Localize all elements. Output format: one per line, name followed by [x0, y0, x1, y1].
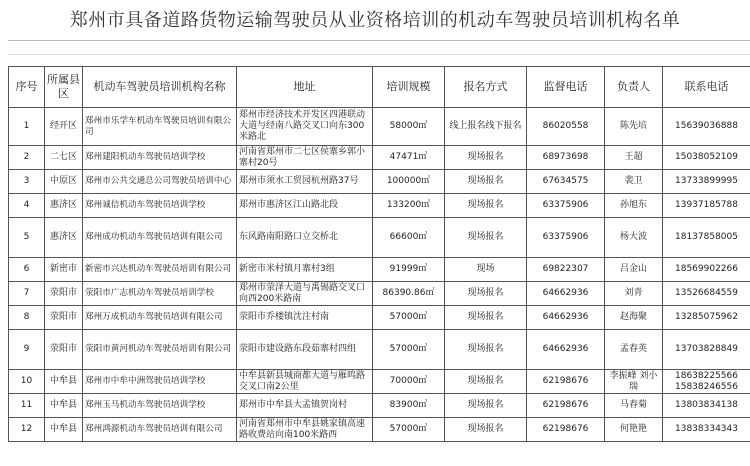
cell-signup: 现场 — [445, 258, 527, 282]
cell-contact: 13285075962 — [663, 306, 750, 330]
cell-district: 中原区 — [45, 170, 83, 194]
cell-signup: 现场报名 — [445, 170, 527, 194]
cell-contact: 13803834138 — [663, 394, 750, 418]
cell-org: 郑州鸿源机动车驾驶员培训有限公司 — [83, 418, 237, 442]
cell-no: 9 — [9, 330, 45, 370]
cell-scale: 58000㎡ — [373, 108, 445, 146]
cell-signup: 线上报名线下报名 — [445, 108, 527, 146]
header-address: 地址 — [237, 67, 373, 108]
cell-person: 何艳艳 — [605, 418, 663, 442]
cell-address: 郑州市须水工贸园杭州路37号 — [237, 170, 373, 194]
cell-address: 郑州市惠济区江山路北段 — [237, 194, 373, 218]
cell-org: 郑州建阳机动车驾驶员培训学校 — [83, 146, 237, 170]
table-row — [9, 370, 750, 394]
cell-district: 中牟县 — [45, 418, 83, 442]
cell-no: 1 — [9, 108, 45, 146]
table-row — [9, 306, 750, 330]
cell-org: 荥阳市黄河机动车驾驶员培训有限公司 — [83, 330, 237, 370]
cell-no: 11 — [9, 394, 45, 418]
table-row — [9, 146, 750, 170]
cell-supervise: 62198676 — [527, 370, 605, 394]
cell-person: 陈先培 — [605, 108, 663, 146]
cell-no: 12 — [9, 418, 45, 442]
cell-signup: 现场报名 — [445, 306, 527, 330]
cell-person: 孟春英 — [605, 330, 663, 370]
cell-supervise: 69822307 — [527, 258, 605, 282]
cell-org: 郑州玉马机动车驾驶员培训学校 — [83, 394, 237, 418]
cell-person: 王超 — [605, 146, 663, 170]
cell-district: 中牟县 — [45, 394, 83, 418]
cell-contact: 13838334343 — [663, 418, 750, 442]
table-body — [9, 108, 750, 442]
cell-no: 4 — [9, 194, 45, 218]
page-title: 郑州市具备道路货物运输驾驶员从业资格培训的机动车驾驶员培训机构名单 — [69, 10, 681, 31]
cell-org: 荥阳市广志机动车驾驶员培训学校 — [83, 282, 237, 306]
cell-scale: 57000㎡ — [373, 418, 445, 442]
cell-supervise: 67634575 — [527, 170, 605, 194]
cell-signup: 现场报名 — [445, 146, 527, 170]
header-row — [9, 67, 750, 108]
cell-person: 孙旭东 — [605, 194, 663, 218]
cell-signup: 现场报名 — [445, 330, 527, 370]
cell-district: 荥阳市 — [45, 330, 83, 370]
cell-person: 杨大波 — [605, 218, 663, 258]
table-row — [9, 282, 750, 306]
cell-person: 裴卫 — [605, 170, 663, 194]
cell-address: 郑州市经济技术开发区四港联动大道与经南八路交叉口向东300米路北 — [237, 108, 373, 146]
cell-person: 吕金山 — [605, 258, 663, 282]
cell-person: 马春菊 — [605, 394, 663, 418]
cell-org: 郑州诚信机动车驾驶员培训学校 — [83, 194, 237, 218]
cell-address: 郑州市荥泽大道与禹锡路交叉口向西200米路南 — [237, 282, 373, 306]
cell-scale: 47471㎡ — [373, 146, 445, 170]
cell-address: 郑州市中牟县大孟镇贺岗村 — [237, 394, 373, 418]
cell-scale: 91999㎡ — [373, 258, 445, 282]
cell-contact: 18638225566 15838246556 — [663, 370, 750, 394]
cell-district: 经开区 — [45, 108, 83, 146]
table-row — [9, 170, 750, 194]
cell-signup: 现场报名 — [445, 418, 527, 442]
cell-signup: 现场报名 — [445, 370, 527, 394]
cell-address: 荥阳市乔楼镇沈注村南 — [237, 306, 373, 330]
cell-contact: 15639036888 — [663, 108, 750, 146]
cell-org: 郑州市乐学车机动车驾驶员培训有限公司 — [83, 108, 237, 146]
cell-supervise: 64662936 — [527, 282, 605, 306]
header-signup: 报名方式 — [445, 67, 527, 108]
table-row — [9, 330, 750, 370]
cell-district: 惠济区 — [45, 194, 83, 218]
cell-district: 荥阳市 — [45, 282, 83, 306]
cell-contact: 13526684559 — [663, 282, 750, 306]
header-district: 所属县区 — [45, 67, 83, 108]
cell-contact: 13733899995 — [663, 170, 750, 194]
cell-supervise: 64662936 — [527, 330, 605, 370]
cell-district: 中牟县 — [45, 370, 83, 394]
table-row — [9, 258, 750, 282]
cell-address: 新密市米村镇月寨村3组 — [237, 258, 373, 282]
cell-supervise: 62198676 — [527, 418, 605, 442]
table-row — [9, 418, 750, 442]
cell-no: 6 — [9, 258, 45, 282]
cell-signup: 现场报名 — [445, 394, 527, 418]
cell-org: 新密市兴达机动车驾驶员培训有限公司 — [83, 258, 237, 282]
cell-scale: 66600㎡ — [373, 218, 445, 258]
cell-supervise: 62198676 — [527, 394, 605, 418]
cell-person: 李振峰 刘小瑞 — [605, 370, 663, 394]
blank-spreadsheet-rows — [8, 40, 750, 67]
cell-address: 河南省郑州市二七区侯寨乡郭小寨村20号 — [237, 146, 373, 170]
header-org: 机动车驾驶员培训机构名称 — [83, 67, 237, 108]
cell-contact: 13937185788 — [663, 194, 750, 218]
cell-org: 郑州成功机动车驾驶员培训有限公司 — [83, 218, 237, 258]
header-scale: 培训规模 — [373, 67, 445, 108]
cell-supervise: 64662936 — [527, 306, 605, 330]
cell-supervise: 63375906 — [527, 218, 605, 258]
cell-contact: 15038052109 — [663, 146, 750, 170]
cell-person: 赵海聚 — [605, 306, 663, 330]
cell-district: 惠济区 — [45, 218, 83, 258]
cell-scale: 133200㎡ — [373, 194, 445, 218]
cell-scale: 57000㎡ — [373, 306, 445, 330]
cell-supervise: 63375906 — [527, 194, 605, 218]
cell-address: 东风路南阳路口立交桥北 — [237, 218, 373, 258]
cell-no: 7 — [9, 282, 45, 306]
cell-contact: 13703828849 — [663, 330, 750, 370]
header-supervise: 监督电话 — [527, 67, 605, 108]
cell-scale: 100000㎡ — [373, 170, 445, 194]
cell-no: 2 — [9, 146, 45, 170]
table-row — [9, 194, 750, 218]
cell-supervise: 68973698 — [527, 146, 605, 170]
cell-address: 荥阳市建设路东段茹寨村四组 — [237, 330, 373, 370]
table-row — [9, 108, 750, 146]
cell-supervise: 86020558 — [527, 108, 605, 146]
header-person: 负责人 — [605, 67, 663, 108]
header-no: 序号 — [9, 67, 45, 108]
header-contact: 联系电话 — [663, 67, 750, 108]
cell-contact: 18137858005 — [663, 218, 750, 258]
cell-org: 郑州万成机动车驾驶员培训有限公司 — [83, 306, 237, 330]
cell-no: 5 — [9, 218, 45, 258]
cell-district: 新密市 — [45, 258, 83, 282]
cell-org: 郑州市中牟中洲驾驶员培训学校 — [83, 370, 237, 394]
cell-no: 10 — [9, 370, 45, 394]
cell-district: 荥阳市 — [45, 306, 83, 330]
cell-no: 3 — [9, 170, 45, 194]
table-row — [9, 218, 750, 258]
cell-person: 刘青 — [605, 282, 663, 306]
cell-no: 8 — [9, 306, 45, 330]
cell-address: 中牟县新县城商都大道与雁鸣路交叉口南2公里 — [237, 370, 373, 394]
cell-scale: 57000㎡ — [373, 330, 445, 370]
table-row — [9, 394, 750, 418]
cell-signup: 现场报名 — [445, 282, 527, 306]
cell-scale: 83900㎡ — [373, 394, 445, 418]
cell-address: 河南省郑州市中牟县姚家镇高速路收费站向南100米路西 — [237, 418, 373, 442]
institution-table — [8, 66, 750, 442]
cell-org: 郑州市公共交通总公司驾驶员培训中心 — [83, 170, 237, 194]
cell-signup: 现场报名 — [445, 194, 527, 218]
cell-scale: 70000㎡ — [373, 370, 445, 394]
cell-scale: 86390.86㎡ — [373, 282, 445, 306]
cell-signup: 现场报名 — [445, 218, 527, 258]
cell-district: 二七区 — [45, 146, 83, 170]
cell-contact: 18569902266 — [663, 258, 750, 282]
